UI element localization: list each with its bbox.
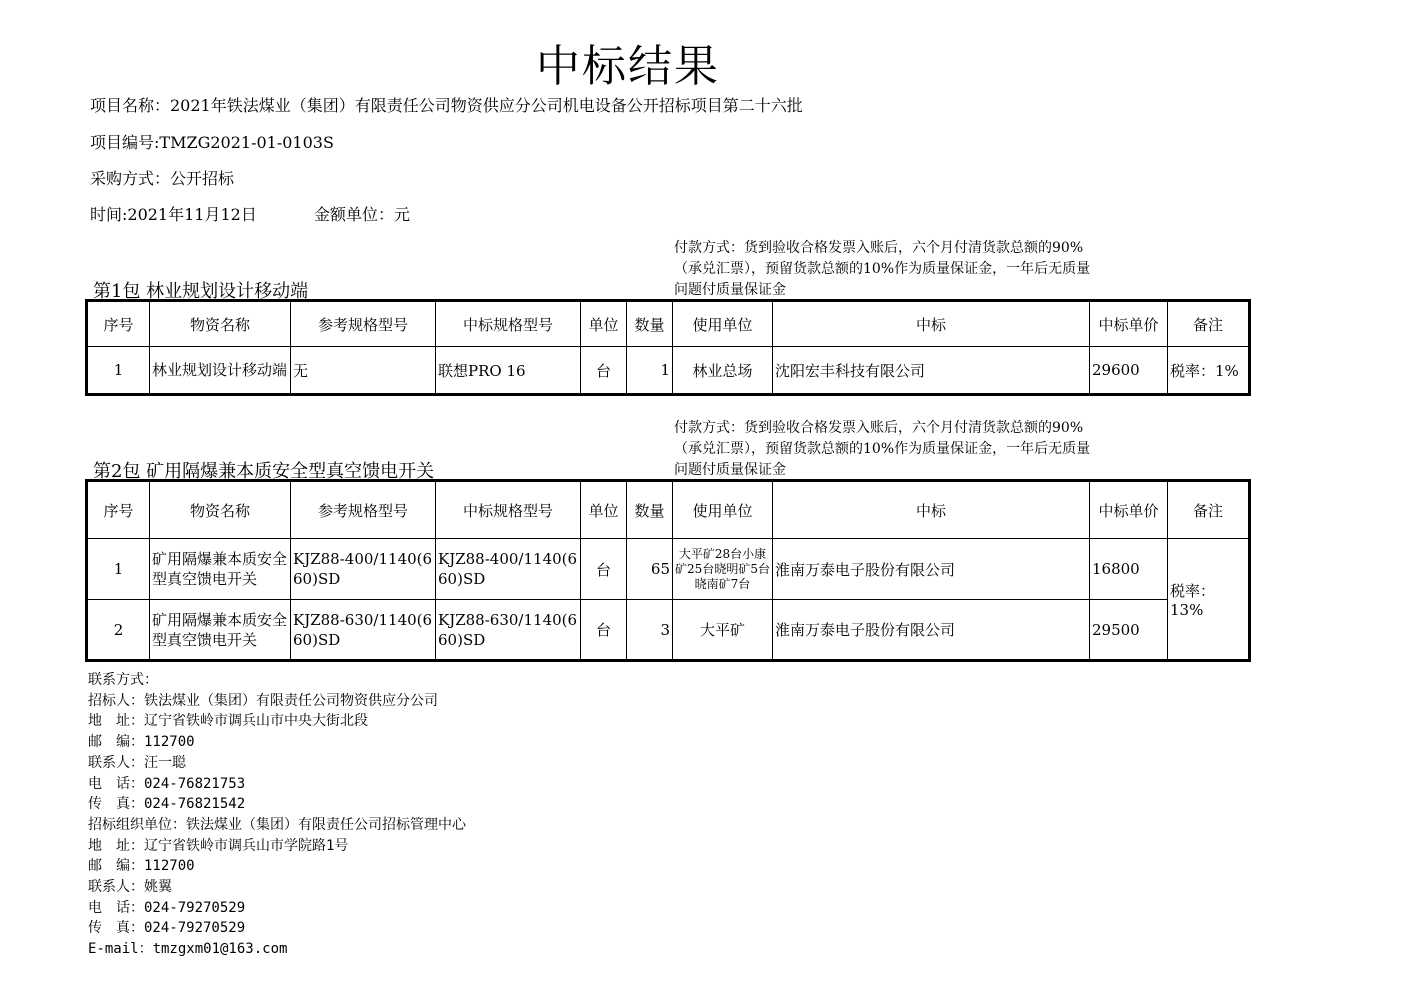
header-cell: 序号 <box>87 481 150 539</box>
date: 时间:2021年11月12日 <box>90 205 257 224</box>
item-name: 矿用隔爆兼本质安全型真空馈电开关 <box>150 600 291 661</box>
quantity: 1 <box>627 347 673 395</box>
contact-line: 邮 编：112700 <box>88 734 195 751</box>
header-cell: 中标规格型号 <box>436 301 581 347</box>
contact-line: 电 话：024-79270529 <box>88 899 246 916</box>
package-1-table <box>85 299 1251 396</box>
payment-line: 付款方式：货到验收合格发票入账后，六个月付清货款总额的90% <box>674 240 1084 256</box>
row-number: 2 <box>87 600 150 661</box>
header-cell: 中标规格型号 <box>436 481 581 539</box>
page-title: 中标结果 <box>536 41 720 92</box>
package-2-label: 第2包 矿用隔爆兼本质安全型真空馈电开关 <box>93 461 435 482</box>
unit-price: 29500 <box>1090 600 1168 661</box>
remark: 税率：1% <box>1168 347 1250 395</box>
reference-spec: KJZ88-630/1140(660)SD <box>291 600 436 661</box>
package-1-payment-terms <box>674 238 1174 301</box>
quantity: 65 <box>627 539 673 600</box>
row-number: 1 <box>87 539 150 600</box>
project-name: 项目名称：2021年铁法煤业（集团）有限责任公司物资供应分公司机电设备公开招标项目第二十六批 <box>90 96 803 115</box>
contact-line: 地 址：辽宁省铁岭市调兵山市中央大街北段 <box>88 713 368 730</box>
bid-spec: KJZ88-400/1140(660)SD <box>436 539 581 600</box>
bid-spec: KJZ88-630/1140(660)SD <box>436 600 581 661</box>
project-number: 项目编号:TMZG2021-01-0103S <box>90 133 334 152</box>
header-cell: 备注 <box>1168 301 1250 347</box>
header-cell: 中标 <box>773 301 1090 347</box>
table-header-row <box>87 301 1250 347</box>
user-unit: 大平矿28台小康矿25台晓明矿5台晓南矿7台 <box>673 539 773 600</box>
reference-spec: 无 <box>291 347 436 395</box>
package-2-table <box>85 479 1251 662</box>
quantity: 3 <box>627 600 673 661</box>
payment-line: 问题付质量保证金 <box>674 462 786 478</box>
unit: 台 <box>581 539 627 600</box>
package-2-payment-terms <box>674 418 1174 481</box>
contact-line: 电 话：024-76821753 <box>88 775 246 792</box>
contact-line: 联系人：汪一聪 <box>88 754 186 771</box>
purchase-method: 采购方式：公开招标 <box>90 169 235 188</box>
payment-line: （承兑汇票），预留货款总额的10%作为质量保证金，一年后无质量 <box>674 261 1091 277</box>
remark: 税率：13% <box>1168 539 1250 661</box>
unit: 台 <box>581 347 627 395</box>
unit-price: 16800 <box>1090 539 1168 600</box>
package-1-label: 第1包 林业规划设计移动端 <box>93 281 309 302</box>
header-cell: 中标单价 <box>1090 301 1168 347</box>
payment-line: 付款方式：货到验收合格发票入账后，六个月付清货款总额的90% <box>674 420 1084 436</box>
reference-spec: KJZ88-400/1140(660)SD <box>291 539 436 600</box>
contact-email: E-mail：tmzgxm01@163.com <box>88 941 288 958</box>
winner: 淮南万泰电子股份有限公司 <box>773 600 1090 661</box>
item-name: 林业规划设计移动端 <box>150 347 291 395</box>
row-number: 1 <box>87 347 150 395</box>
contact-heading: 联系方式： <box>88 672 158 688</box>
header-cell: 序号 <box>87 301 150 347</box>
table-row <box>87 347 1250 395</box>
winner: 沈阳宏丰科技有限公司 <box>773 347 1090 395</box>
header-cell: 备注 <box>1168 481 1250 539</box>
amount-unit: 金额单位：元 <box>314 205 411 224</box>
header-cell: 中标单价 <box>1090 481 1168 539</box>
header-cell: 使用单位 <box>673 301 773 347</box>
payment-line: （承兑汇票），预留货款总额的10%作为质量保证金，一年后无质量 <box>674 441 1091 457</box>
user-unit: 林业总场 <box>673 347 773 395</box>
contact-line: 传 真：024-79270529 <box>88 920 246 937</box>
item-name: 矿用隔爆兼本质安全型真空馈电开关 <box>150 539 291 600</box>
contact-info <box>88 670 466 960</box>
user-unit: 大平矿 <box>673 600 773 661</box>
header-cell: 单位 <box>581 301 627 347</box>
contact-line: 地 址：辽宁省铁岭市调兵山市学院路1号 <box>88 837 349 854</box>
unit-price: 29600 <box>1090 347 1168 395</box>
bid-spec: 联想PRO 16 <box>436 347 581 395</box>
winner: 淮南万泰电子股份有限公司 <box>773 539 1090 600</box>
table-row <box>87 600 1250 661</box>
contact-line: 招标组织单位：铁法煤业（集团）有限责任公司招标管理中心 <box>88 816 466 833</box>
table-header-row <box>87 481 1250 539</box>
header-cell: 参考规格型号 <box>291 301 436 347</box>
contact-line: 联系人：姚翼 <box>88 879 172 896</box>
contact-line: 邮 编：112700 <box>88 858 195 875</box>
header-cell: 数量 <box>627 301 673 347</box>
contact-line: 传 真：024-76821542 <box>88 796 246 813</box>
header-cell: 使用单位 <box>673 481 773 539</box>
contact-line: 招标人：铁法煤业（集团）有限责任公司物资供应分公司 <box>88 692 438 709</box>
header-cell: 物资名称 <box>150 481 291 539</box>
header-cell: 中标 <box>773 481 1090 539</box>
unit: 台 <box>581 600 627 661</box>
header-cell: 参考规格型号 <box>291 481 436 539</box>
table-row <box>87 539 1250 600</box>
header-cell: 数量 <box>627 481 673 539</box>
header-cell: 单位 <box>581 481 627 539</box>
payment-line: 问题付质量保证金 <box>674 282 786 298</box>
header-cell: 物资名称 <box>150 301 291 347</box>
